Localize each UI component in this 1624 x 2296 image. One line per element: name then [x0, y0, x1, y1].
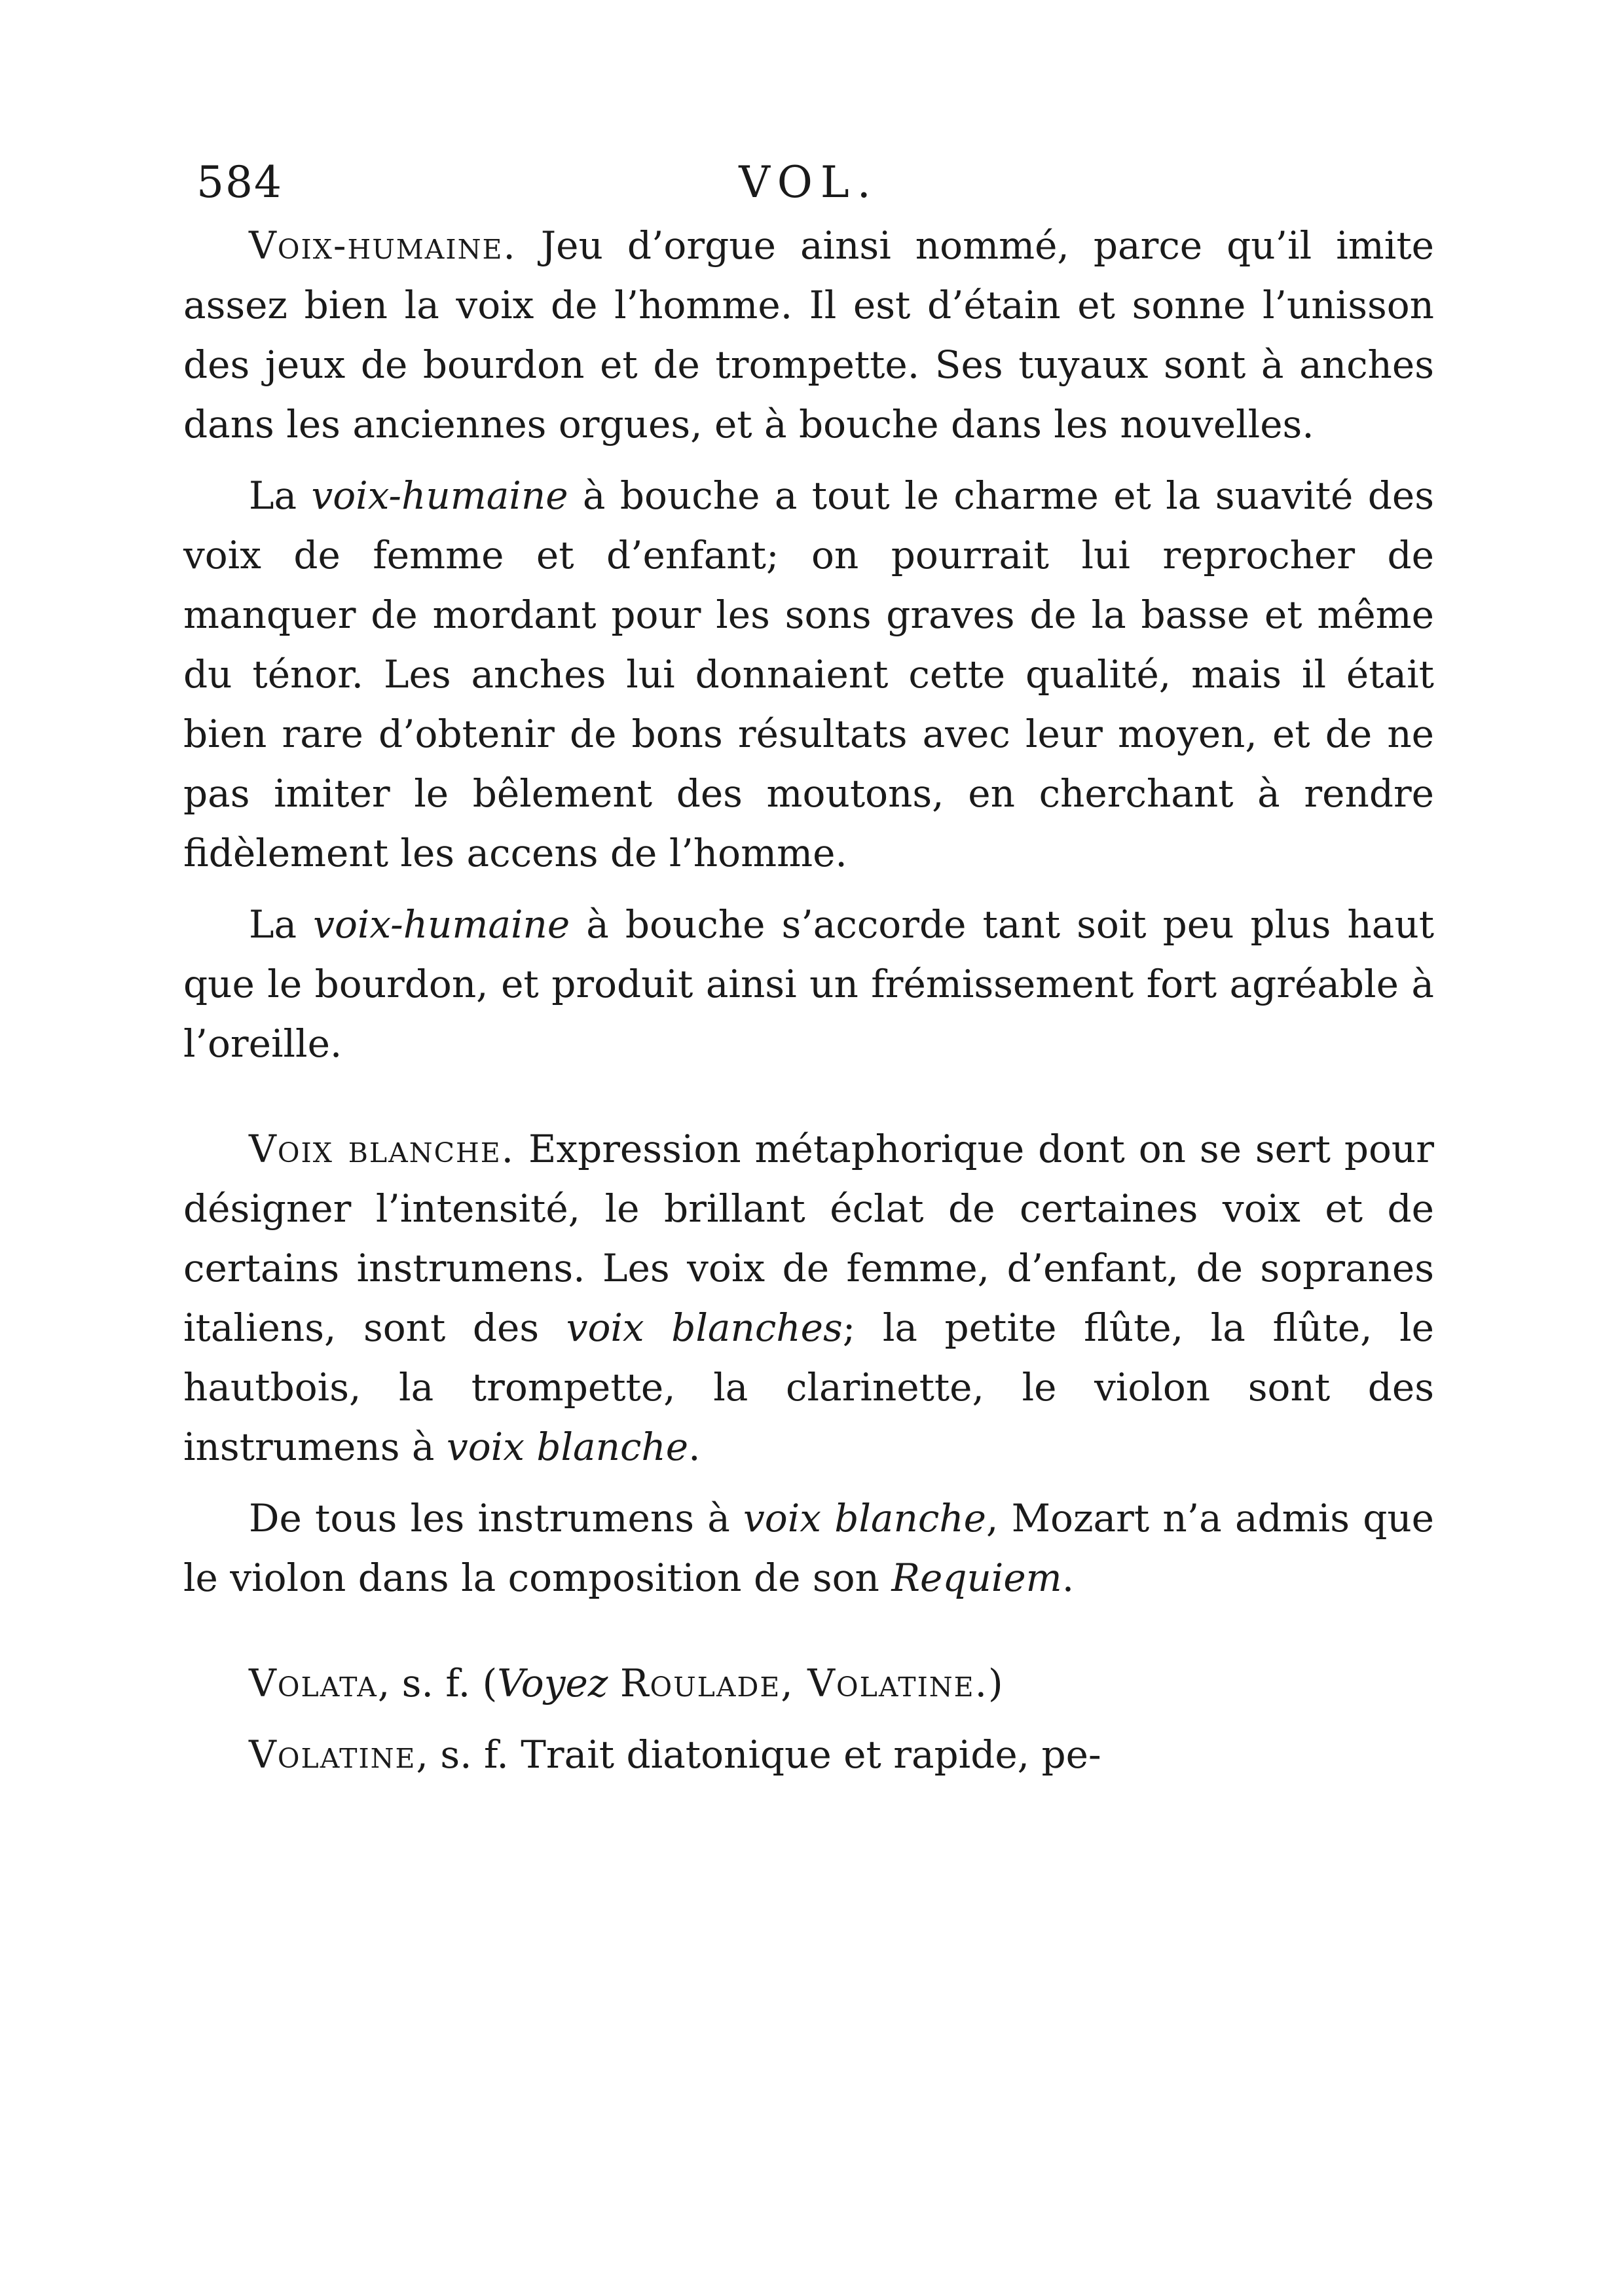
cross-reference: Roulade, Volatine. — [619, 1661, 989, 1705]
text-run: à bouche s’accorde tant soit peu plus haut que le bourdon, et produit ainsi un frémissement fort agréable à l’oreille. — [183, 902, 1435, 1066]
text-run: Expression métaphorique dont on se sert pour désigner l’intensité, le brillant éclat de certaines voix et de certains instrumens. Les voix de femme, d’enfant, de sopranes italiens, sont des — [183, 1127, 1434, 1350]
text-run: ) — [988, 1661, 1003, 1705]
paragraph-voix-blanche-mozart — [183, 1489, 1434, 1608]
text-run: La — [249, 902, 314, 947]
entry-text: , s. f. Trait diatonique et rapide, pe- — [416, 1732, 1101, 1777]
running-head — [183, 157, 1434, 216]
text-run: De tous les instrumens à — [249, 1496, 744, 1540]
entry-volata — [183, 1654, 1434, 1713]
running-title: VOL. — [739, 157, 879, 208]
italic-term: Requiem — [891, 1556, 1062, 1600]
text-run — [608, 1661, 619, 1705]
headword: Voix blanche. — [249, 1127, 515, 1171]
entry-text: Jeu d’orgue ainsi nommé, parce qu’il imite assez bien la voix de l’homme. Il est d’étain et sonne l’unisson des jeux de bourdon et de trompette. Ses tuyaux sont à anches dans les anciennes orgues, et à bouche dans les nouvelles. — [183, 223, 1434, 446]
paragraph-voix-humaine-accord — [183, 895, 1434, 1074]
text-run: à bouche a tout le charme et la suavité des voix de femme et d’enfant; on pourrait lui reprocher de manquer de mordant pour les sons graves de la basse et même du ténor. Les anches lui donnaient cette qualité, mais il était bien rare d’obtenir de bons résultats avec leur moyen, et de ne pas imiter le bêlement des moutons, en cherchant à rendre fidèlement les accens de l’homme. — [183, 473, 1434, 875]
italic-term: voix-humaine — [311, 473, 568, 518]
paragraph-voix-humaine-charme — [183, 466, 1434, 883]
page-number: 584 — [196, 157, 283, 208]
headword: Voix-humaine. — [249, 223, 517, 268]
italic-term: Voyez — [497, 1661, 608, 1705]
text-run: , Mozart n’a admis que le violon dans la composition de son — [183, 1496, 1435, 1600]
text-run: . — [688, 1425, 701, 1469]
text-run: , s. f. ( — [377, 1661, 498, 1705]
text-run: . — [1061, 1556, 1075, 1600]
text-run: La — [249, 473, 312, 518]
entry-voix-humaine — [183, 216, 1434, 454]
italic-term: voix blanches — [566, 1305, 843, 1350]
entry-volatine — [183, 1725, 1434, 1785]
italic-term: voix blanche — [446, 1425, 689, 1469]
italic-term: voix blanche — [743, 1496, 986, 1540]
book-page — [183, 157, 1434, 1785]
headword: Volata — [249, 1661, 378, 1705]
text-run: ; la petite flûte, la flûte, le hautbois, la trompette, la clarinette, le violon sont des instrumens à — [183, 1305, 1434, 1469]
headword: Volatine — [249, 1732, 416, 1777]
entry-voix-blanche — [183, 1120, 1434, 1477]
italic-term: voix-humaine — [313, 902, 570, 947]
